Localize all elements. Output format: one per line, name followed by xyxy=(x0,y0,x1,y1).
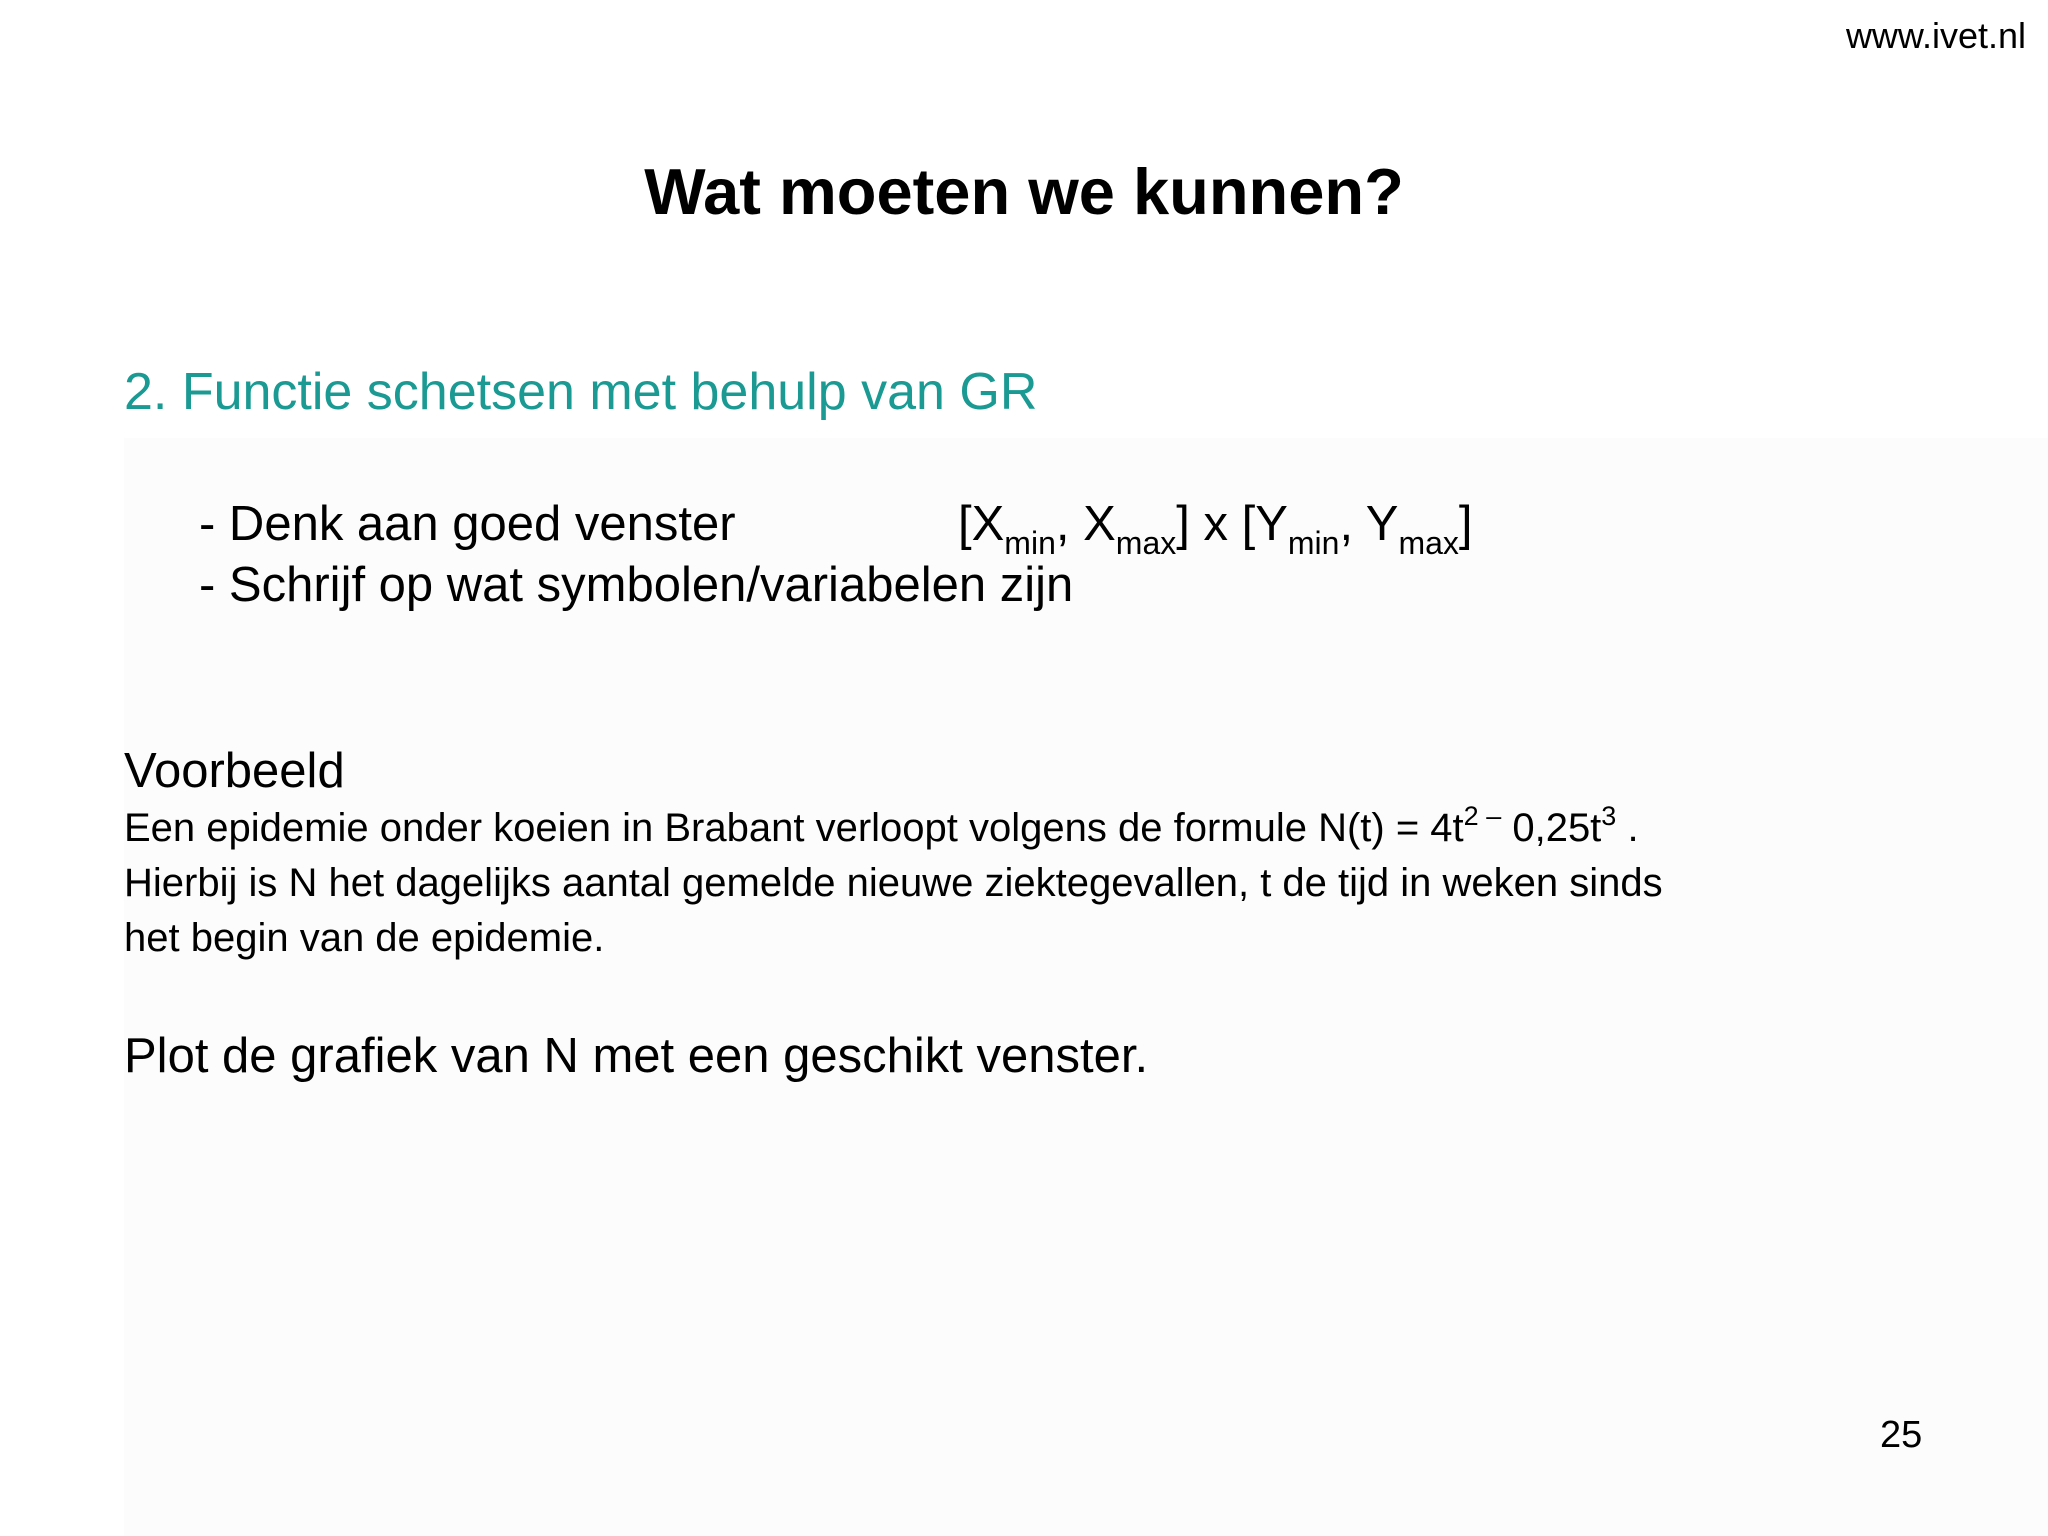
formula-superscript-1: 2 – xyxy=(1463,801,1502,831)
example-heading: Voorbeeld xyxy=(124,744,345,798)
formula-end: . xyxy=(1616,806,1639,850)
section-heading: 2. Functie schetsen met behulp van GR xyxy=(124,363,1038,421)
example-description-line: het begin van de epidemie. xyxy=(124,916,605,960)
window-notation xyxy=(958,494,1473,561)
ymax-subscript: max xyxy=(1398,525,1459,561)
formula-middle: 0,25t xyxy=(1501,806,1602,850)
example-formula-line xyxy=(124,801,1639,856)
xmax-subscript: max xyxy=(1115,525,1177,561)
instruction: Plot de grafiek van N met een geschikt venster. xyxy=(124,1029,1149,1083)
page-number: 25 xyxy=(1880,1414,1923,1456)
window-middle: ] x [Y xyxy=(1176,497,1288,551)
formula-superscript-2: 3 xyxy=(1601,801,1617,831)
example-description-line: Hierbij is N het dagelijks aantal gemelde nieuwe ziektegevallen, t de tijd in weken sinds xyxy=(124,861,1663,905)
xmin-subscript: min xyxy=(1004,525,1056,561)
ymin-subscript: min xyxy=(1287,525,1340,561)
window-close: ] xyxy=(1458,497,1473,551)
bullet-window: - Denk aan goed venster xyxy=(199,497,736,551)
window-separator-y: , Y xyxy=(1339,497,1399,551)
site-url: www.ivet.nl xyxy=(1845,15,2026,56)
window-separator-x: , X xyxy=(1055,497,1116,551)
slide-title: Wat moeten we kunnen? xyxy=(644,155,1404,228)
bullet-symbols: - Schrijf op wat symbolen/variabelen zijn xyxy=(199,558,1074,612)
window-open: [X xyxy=(958,497,1005,551)
formula-text: Een epidemie onder koeien in Brabant verloopt volgens de formule N(t) = 4t xyxy=(124,806,1464,850)
